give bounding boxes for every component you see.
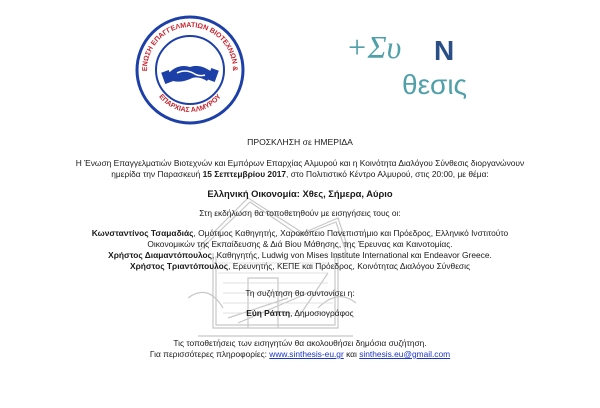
speaker-2: [0, 250, 600, 261]
handshake-icon: [161, 66, 219, 84]
event-subject: Ελληνική Οικονομία: Χθες, Σήμερα, Αύριο: [207, 188, 393, 199]
synthesis-logo-bottom: θεσις: [402, 69, 468, 100]
closing-line-2-mid: και: [343, 349, 360, 359]
speaker-1-name: Κωνσταντίνος Τσαμαδιάς: [91, 228, 194, 238]
speaker-3: [0, 261, 600, 272]
union-ring-bottom-text: ΕΠΑΡΧΙΑΣ ΑΛΜΥΡΟΥ: [157, 93, 223, 115]
synthesis-logo-top: +Συ: [346, 29, 402, 65]
union-ring-top-text: ΕΝΩΣΗ ΕΠΑΓΓΕΛΜΑΤΙΩΝ ΒΙΟΤΕΧΝΩΝ &: [141, 21, 239, 72]
union-logo: [133, 13, 247, 127]
speaker-1: [0, 228, 600, 239]
intro-line-2-end: , στο Πολιτιστικό Κέντρο Αλμυρού, στις 20:00, με θέμα:: [286, 169, 489, 179]
speaker-3-role: , Ερευνητής, ΚΕΠΕ και Πρόεδρος, Κοινότητας Διαλόγου Σύνθεσις: [228, 261, 470, 271]
invitation-heading: ΠΡΟΣΚΛΗΣΗ σε ΗΜΕΡΙΔΑ: [247, 137, 353, 147]
moderator: [0, 308, 600, 319]
speaker-3-name: Χρήστος Τριαντόπουλος: [129, 261, 229, 271]
event-date: 15 Σεπτεμβρίου 2017: [202, 169, 287, 179]
speaker-2-name: Χρήστος Διαμαντόπουλος: [108, 250, 212, 260]
moderator-intro: Τη συζήτηση θα συντονίσει η:: [245, 288, 355, 298]
closing-line-2-start: Για περισσότερες πληροφορίες:: [149, 349, 270, 359]
intro-line-1: Η Ένωση Επαγγελματιών Βιοτεχνών και Εμπόρων Επαρχίας Αλμυρού και η Κοινότητα Διαλόγου Σύνθεσις διοργανώνουν: [75, 158, 525, 168]
synthesis-logo-n: Ν: [434, 35, 455, 66]
moderator-role: , Δημοσιογράφος: [290, 308, 354, 318]
intro-line-2: [0, 169, 600, 180]
speaker-1-role-cont: Οικονομικών της Εκπαίδευσης & Διά Βίου Μάθησης, της Έρευνας και Καινοτομίας.: [147, 239, 453, 249]
synthesis-logo: [340, 24, 480, 104]
speaker-2-role: , Καθηγητής, Ludwig von Mises Institute International και Endeavor Greece.: [211, 250, 492, 260]
closing-line-1: Τις τοποθετήσεις των εισηγητών θα ακολουθήσει δημόσια συζήτηση.: [173, 338, 427, 348]
speaker-1-role: , Ομότιμος Καθηγητής, Χαροκόπειο Πανεπιστήμιο και Πρόεδρος, Ελληνικό Ινστιτούτο: [193, 228, 509, 238]
moderator-name: Εύη Ράπτη: [246, 308, 291, 318]
speakers-intro: Στη εκδήλωση θα τοποθετηθούν με εισηγήσεις τους οι:: [199, 208, 401, 218]
closing-line-2: [0, 349, 600, 360]
intro-line-2-start: ημερίδα την Παρασκευή: [111, 169, 203, 179]
website-link[interactable]: www.sinthesis-eu.gr: [269, 349, 344, 359]
email-link[interactable]: sinthesis.eu@gmail.com: [359, 349, 451, 359]
